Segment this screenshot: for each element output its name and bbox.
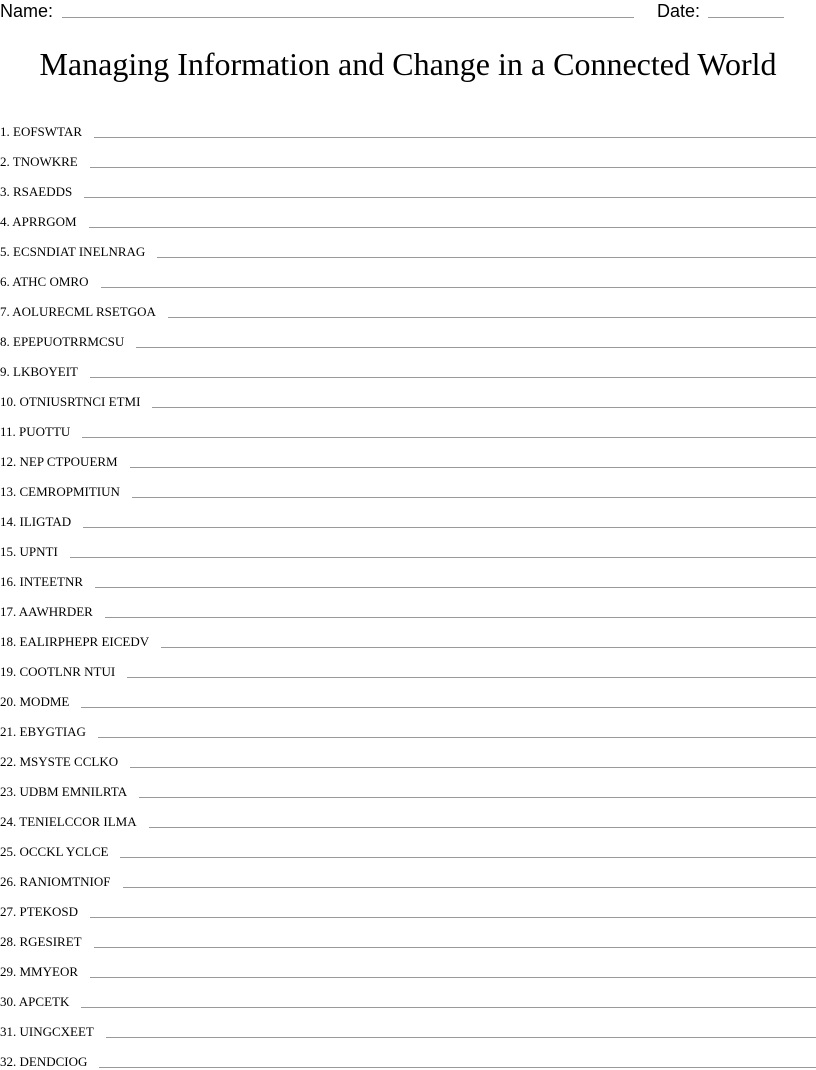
answer-line[interactable] [132,497,816,498]
scrambled-word: 22. MSYSTE CCLKO [0,754,118,770]
answer-line[interactable] [149,827,816,828]
answer-line[interactable] [95,587,816,588]
answer-line[interactable] [157,257,816,258]
scrambled-word: 19. COOTLNR NTUI [0,664,115,680]
scrambled-word: 29. MMYEOR [0,964,78,980]
scrambled-word: 13. CEMROPMITIUN [0,484,120,500]
scrambled-word: 26. RANIOMTNIOF [0,874,111,890]
answer-line[interactable] [152,407,816,408]
answer-line[interactable] [81,707,816,708]
answer-line[interactable] [136,347,816,348]
scrambled-word: 11. PUOTTU [0,424,70,440]
answer-line[interactable] [94,947,816,948]
list-item [0,830,816,860]
answer-line[interactable] [89,227,816,228]
answer-line[interactable] [101,287,816,288]
scrambled-word: 1. EOFSWTAR [0,124,82,140]
date-answer-line[interactable] [708,17,784,18]
list-item [0,740,816,770]
answer-line[interactable] [90,377,816,378]
list-item [0,320,816,350]
list-item [0,110,816,140]
page-title: Managing Information and Change in a Connected World [0,44,816,84]
answer-line[interactable] [123,887,816,888]
scrambled-word: 12. NEP CTPOUERM [0,454,118,470]
list-item [0,380,816,410]
list-item [0,140,816,170]
list-item [0,1040,816,1070]
answer-line[interactable] [82,437,816,438]
answer-line[interactable] [90,917,816,918]
scrambled-word: 3. RSAEDDS [0,184,72,200]
scrambled-word: 14. ILIGTAD [0,514,71,530]
name-label: Name: [0,0,53,22]
scrambled-word: 18. EALIRPHEPR EICEDV [0,634,149,650]
answer-line[interactable] [98,737,816,738]
scrambled-word: 31. UINGCXEET [0,1024,94,1040]
scrambled-word: 21. EBYGTIAG [0,724,86,740]
answer-line[interactable] [90,167,816,168]
answer-line[interactable] [168,317,816,318]
scrambled-word: 17. AAWHRDER [0,604,93,620]
name-answer-line[interactable] [62,17,634,18]
list-item [0,800,816,830]
scrambled-word: 16. INTEETNR [0,574,83,590]
scrambled-word: 28. RGESIRET [0,934,82,950]
list-item [0,560,816,590]
answer-line[interactable] [127,677,816,678]
answer-line[interactable] [99,1067,816,1068]
list-item [0,650,816,680]
list-item [0,290,816,320]
list-item [0,950,816,980]
scramble-list [0,110,816,1070]
answer-line[interactable] [130,467,816,468]
list-item [0,260,816,290]
list-item [0,200,816,230]
date-label: Date: [657,0,700,22]
scrambled-word: 10. OTNIUSRTNCI ETMI [0,394,140,410]
answer-line[interactable] [161,647,816,648]
list-item [0,860,816,890]
answer-line[interactable] [83,527,816,528]
scrambled-word: 20. MODME [0,694,69,710]
list-item [0,230,816,260]
answer-line[interactable] [120,857,816,858]
scrambled-word: 6. ATHC OMRO [0,274,89,290]
scrambled-word: 4. APRRGOM [0,214,77,230]
scrambled-word: 30. APCETK [0,994,69,1010]
list-item [0,590,816,620]
scrambled-word: 9. LKBOYEIT [0,364,78,380]
header [0,0,816,22]
answer-line[interactable] [70,557,816,558]
list-item [0,680,816,710]
scrambled-word: 8. EPEPUOTRRMCSU [0,334,124,350]
list-item [0,890,816,920]
list-item [0,500,816,530]
scrambled-word: 23. UDBM EMNILRTA [0,784,127,800]
scrambled-word: 2. TNOWKRE [0,154,78,170]
answer-line[interactable] [130,767,816,768]
scrambled-word: 24. TENIELCCOR ILMA [0,814,137,830]
scrambled-word: 32. DENDCIOG [0,1054,87,1070]
list-item [0,440,816,470]
list-item [0,920,816,950]
answer-line[interactable] [105,617,816,618]
list-item [0,470,816,500]
list-item [0,770,816,800]
answer-line[interactable] [94,137,816,138]
list-item [0,410,816,440]
answer-line[interactable] [81,1007,816,1008]
scrambled-word: 5. ECSNDIAT INELNRAG [0,244,145,260]
answer-line[interactable] [106,1037,816,1038]
list-item [0,620,816,650]
list-item [0,980,816,1010]
scrambled-word: 25. OCCKL YCLCE [0,844,108,860]
list-item [0,1010,816,1040]
answer-line[interactable] [139,797,816,798]
answer-line[interactable] [84,197,816,198]
list-item [0,530,816,560]
scrambled-word: 7. AOLURECML RSETGOA [0,304,156,320]
scrambled-word: 15. UPNTI [0,544,58,560]
answer-line[interactable] [90,977,816,978]
list-item [0,710,816,740]
scrambled-word: 27. PTEKOSD [0,904,78,920]
list-item [0,170,816,200]
list-item [0,350,816,380]
